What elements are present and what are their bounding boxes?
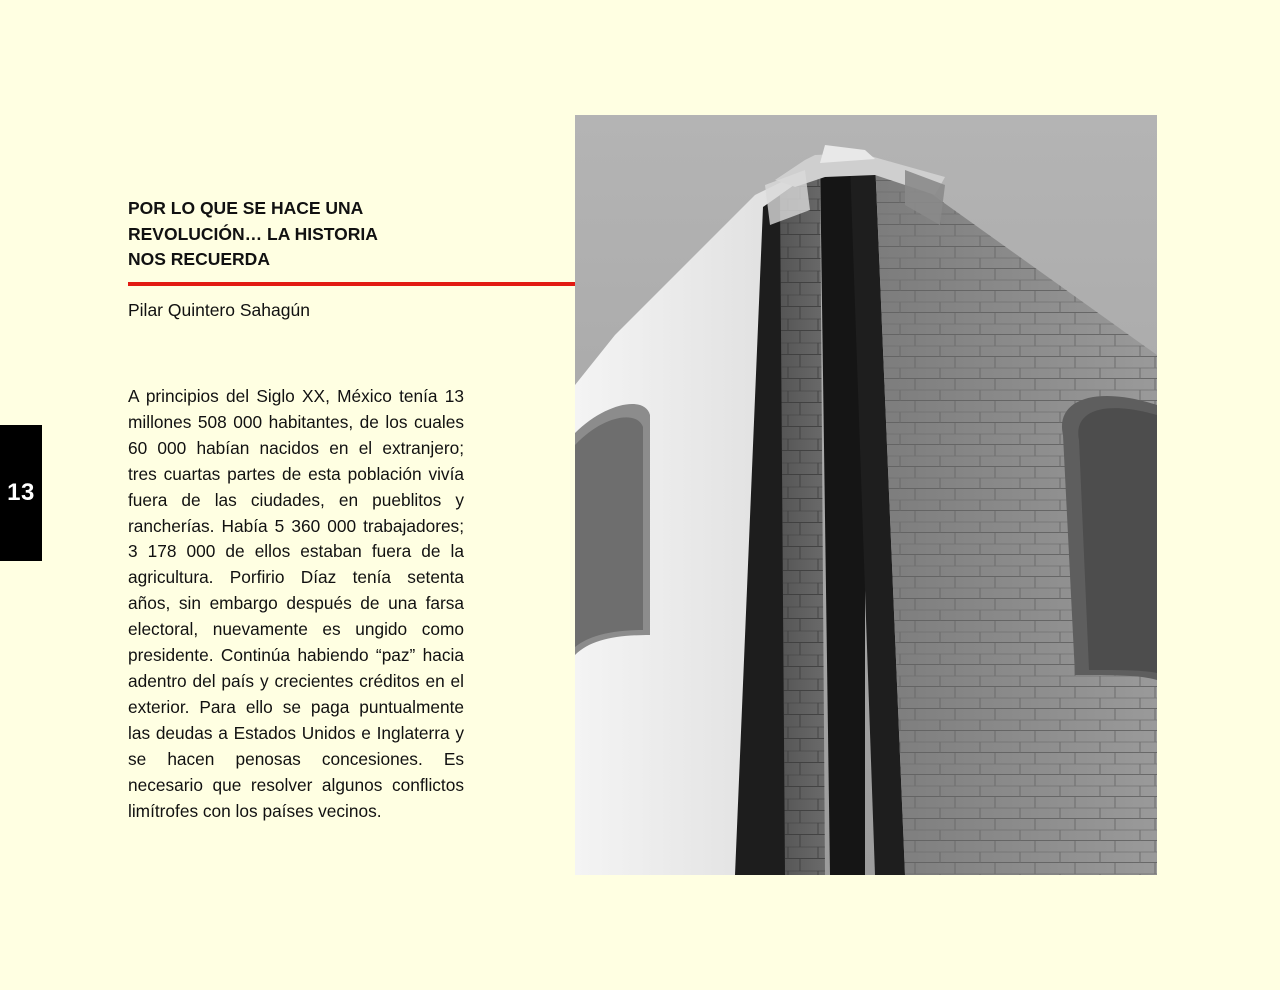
- article-title: POR LO QUE SE HACE UNA REVOLUCIÓN… LA HISTORIA NOS RECUERDA: [128, 198, 378, 269]
- page-number-tab: [0, 425, 42, 561]
- title-divider: [128, 282, 577, 286]
- article-author: Pilar Quintero Sahagún: [128, 300, 310, 320]
- article-body: A principios del Siglo XX, México tenía 13 millones 508 000 habitantes, de los cuales 60 000 habían nacidos en el extranjero; tres cuartas partes de esta población vivía fuera de las ciudades, en pueblitos y rancherías. Había 5 360 000 trabajadores; 3 178 000 de ellos estaban fuera de la agricultura. Porfirio Díaz tenía setenta años, sin embargo después de una farsa electoral, nuevamente es ungido como presidente. Continúa habiendo “paz” hacia adentro del país y crecientes créditos en el exterior. Para ello se paga puntualmente las deudas a Estados Unidos e Inglaterra y se hacen penosas concesiones. Es necesario que resolver algunos conflictos limítrofes con los países vecinos.: [128, 386, 464, 821]
- monument-photo: [575, 115, 1157, 875]
- page-number: 13: [7, 479, 35, 506]
